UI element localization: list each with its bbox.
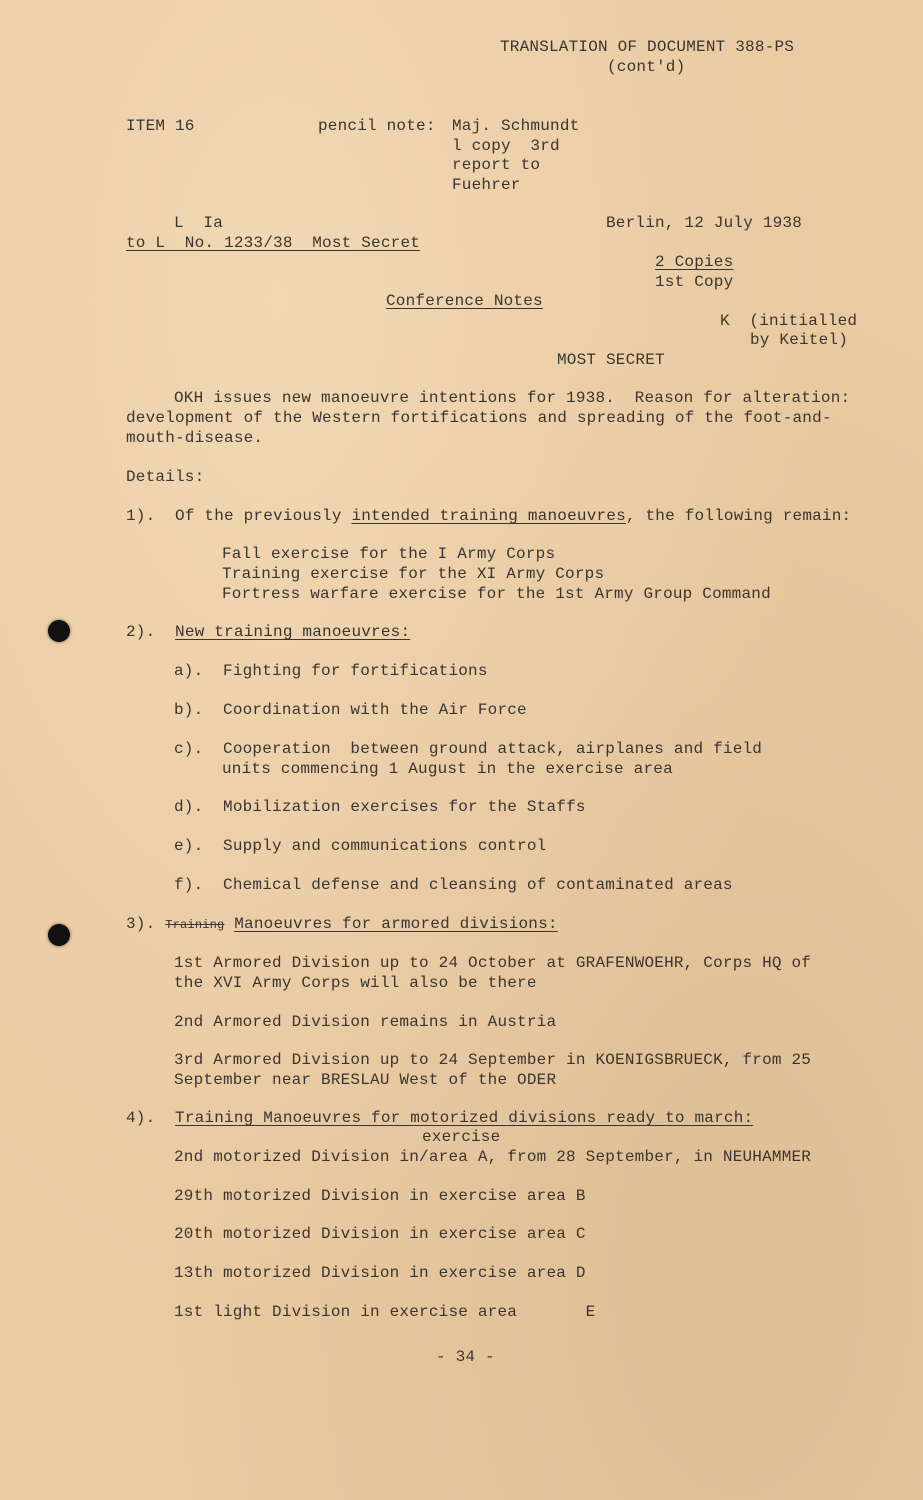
division-entry: 1st Armored Division up to 24 October at GRAFENWOEHR, Corps HQ of bbox=[174, 954, 812, 972]
conference-notes-heading: Conference Notes bbox=[386, 292, 543, 310]
punch-hole bbox=[48, 924, 70, 946]
motorized-division-entry: 13th motorized Division in exercise area D bbox=[174, 1264, 586, 1282]
pencil-note-label: pencil note: bbox=[318, 117, 436, 135]
section-number: 3). bbox=[126, 915, 156, 933]
section-1-underlined: intended training manoeuvres bbox=[351, 507, 626, 525]
pencil-note-line: report to bbox=[452, 156, 541, 174]
list-item bbox=[174, 876, 733, 896]
list-letter: b). bbox=[174, 701, 204, 719]
copies-count: 2 Copies bbox=[655, 253, 734, 271]
pencil-note-line: Maj. Schmundt bbox=[452, 117, 580, 135]
page-number: - 34 - bbox=[436, 1348, 495, 1366]
list-item bbox=[174, 740, 762, 760]
list-item bbox=[174, 701, 527, 721]
item-label: ITEM 16 bbox=[126, 117, 195, 135]
motorized-division-entry: 2nd motorized Division in/area A, from 28 September, in NEUHAMMER bbox=[174, 1148, 812, 1166]
division-entry: the XVI Army Corps will also be there bbox=[174, 974, 537, 992]
division-entry: 3rd Armored Division up to 24 September in KOENIGSBRUECK, from 25 bbox=[174, 1051, 812, 1069]
list-letter: d). bbox=[174, 798, 204, 816]
continued-label: (cont'd) bbox=[607, 58, 686, 76]
intro-line: development of the Western fortifications and spreading of the foot-and- bbox=[126, 409, 832, 427]
intro-line: mouth-disease. bbox=[126, 429, 264, 447]
section-2-heading: New training manoeuvres: bbox=[175, 623, 411, 641]
list-item bbox=[174, 798, 586, 818]
section-number: 2). bbox=[126, 623, 156, 641]
list-letter: f). bbox=[174, 876, 204, 894]
list-text: Coordination with the Air Force bbox=[223, 701, 527, 719]
list-letter: a). bbox=[174, 662, 204, 680]
motorized-division-entry: 20th motorized Division in exercise area C bbox=[174, 1225, 586, 1243]
pencil-note-line: l copy 3rd bbox=[452, 137, 560, 155]
division-entry: 2nd Armored Division remains in Austria bbox=[174, 1013, 557, 1031]
list-text: Mobilization exercises for the Staffs bbox=[223, 798, 586, 816]
remaining-manoeuvre: Fortress warfare exercise for the 1st Army Group Command bbox=[222, 585, 771, 603]
list-text: Supply and communications control bbox=[223, 837, 547, 855]
punch-hole bbox=[48, 620, 70, 642]
motorized-division-entry: 1st light Division in exercise area E bbox=[174, 1303, 596, 1321]
section-4-line bbox=[126, 1109, 753, 1129]
initialled-note: by Keitel) bbox=[750, 331, 849, 349]
classification: MOST SECRET bbox=[557, 351, 665, 369]
section-1-text-end: , the following remain: bbox=[625, 507, 852, 525]
copy-number: 1st Copy bbox=[655, 273, 734, 291]
remaining-manoeuvre: Fall exercise for the I Army Corps bbox=[222, 545, 556, 563]
section-number: 1). bbox=[126, 507, 156, 525]
reference-office: L Ia bbox=[174, 214, 224, 232]
details-label: Details: bbox=[126, 468, 205, 486]
section-4-heading: Training Manoeuvres for motorized divisions ready to march: bbox=[175, 1109, 754, 1127]
section-1-text: Of the previously bbox=[175, 507, 352, 525]
list-letter: e). bbox=[174, 837, 204, 855]
inserted-word: exercise bbox=[422, 1128, 501, 1146]
list-item bbox=[174, 837, 546, 857]
document-title: TRANSLATION OF DOCUMENT 388-PS bbox=[500, 38, 795, 56]
pencil-note-line: Fuehrer bbox=[452, 176, 521, 194]
section-2-line bbox=[126, 623, 410, 643]
motorized-division-entry: 29th motorized Division in exercise area B bbox=[174, 1187, 586, 1205]
struck-word: Training bbox=[165, 918, 225, 932]
division-entry: September near BRESLAU West of the ODER bbox=[174, 1071, 557, 1089]
section-3-line bbox=[126, 915, 558, 936]
section-number: 4). bbox=[126, 1109, 156, 1127]
place-date: Berlin, 12 July 1938 bbox=[606, 214, 803, 232]
list-letter: c). bbox=[174, 740, 204, 758]
list-item bbox=[174, 662, 488, 682]
initialled-note: K (initialled bbox=[720, 312, 858, 330]
list-text-continued: units commencing 1 August in the exercise area bbox=[222, 760, 673, 778]
list-text: Cooperation between ground attack, airplanes and field bbox=[223, 740, 763, 758]
list-text: Fighting for fortifications bbox=[223, 662, 488, 680]
intro-line: OKH issues new manoeuvre intentions for 1938. Reason for alteration: bbox=[174, 389, 851, 407]
list-text: Chemical defense and cleansing of contaminated areas bbox=[223, 876, 733, 894]
reference-number: to L No. 1233/38 Most Secret bbox=[126, 234, 421, 252]
section-1-line bbox=[126, 507, 851, 527]
remaining-manoeuvre: Training exercise for the XI Army Corps bbox=[222, 565, 605, 583]
section-3-heading: Manoeuvres for armored divisions: bbox=[234, 915, 558, 933]
